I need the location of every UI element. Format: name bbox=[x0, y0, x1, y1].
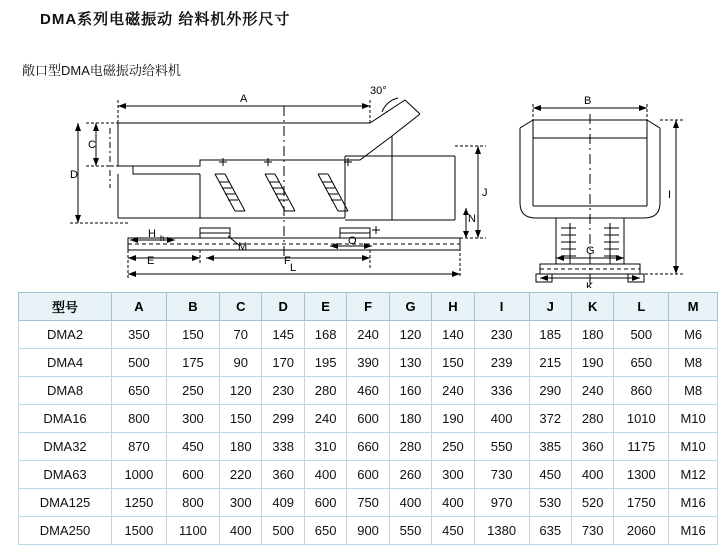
cell-E: 168 bbox=[304, 321, 346, 349]
cell-D: 360 bbox=[262, 461, 304, 489]
cell-B: 600 bbox=[166, 461, 219, 489]
cell-H: 250 bbox=[432, 433, 474, 461]
cell-model: DMA32 bbox=[19, 433, 112, 461]
cell-H: 240 bbox=[432, 377, 474, 405]
cell-C: 90 bbox=[220, 349, 262, 377]
col-header-F: F bbox=[347, 293, 389, 321]
col-header-G: G bbox=[389, 293, 431, 321]
cell-F: 900 bbox=[347, 517, 389, 545]
cell-H: 190 bbox=[432, 405, 474, 433]
cell-E: 240 bbox=[304, 405, 346, 433]
dim-label-G: G bbox=[586, 245, 595, 257]
cell-L: 650 bbox=[614, 349, 669, 377]
cell-F: 660 bbox=[347, 433, 389, 461]
cell-G: 280 bbox=[389, 433, 431, 461]
cell-E: 600 bbox=[304, 489, 346, 517]
cell-E: 650 bbox=[304, 517, 346, 545]
cell-D: 230 bbox=[262, 377, 304, 405]
dimension-drawing bbox=[0, 78, 728, 288]
cell-J: 385 bbox=[529, 433, 571, 461]
cell-M: M16 bbox=[669, 489, 718, 517]
cell-H: 400 bbox=[432, 489, 474, 517]
cell-F: 600 bbox=[347, 461, 389, 489]
cell-I: 239 bbox=[474, 349, 529, 377]
cell-J: 372 bbox=[529, 405, 571, 433]
cell-J: 450 bbox=[529, 461, 571, 489]
cell-model: DMA2 bbox=[19, 321, 112, 349]
cell-H: 150 bbox=[432, 349, 474, 377]
cell-D: 170 bbox=[262, 349, 304, 377]
cell-D: 338 bbox=[262, 433, 304, 461]
dim-label-K: K bbox=[586, 281, 594, 288]
cell-B: 175 bbox=[166, 349, 219, 377]
cell-K: 730 bbox=[571, 517, 613, 545]
col-header-A: A bbox=[112, 293, 167, 321]
table-row bbox=[19, 349, 718, 377]
cell-G: 160 bbox=[389, 377, 431, 405]
cell-F: 240 bbox=[347, 321, 389, 349]
dim-label-H: H bbox=[148, 228, 156, 240]
table-row bbox=[19, 461, 718, 489]
table-row bbox=[19, 321, 718, 349]
cell-K: 280 bbox=[571, 405, 613, 433]
cell-A: 870 bbox=[112, 433, 167, 461]
cell-F: 460 bbox=[347, 377, 389, 405]
cell-F: 750 bbox=[347, 489, 389, 517]
cell-K: 240 bbox=[571, 377, 613, 405]
cell-model: DMA8 bbox=[19, 377, 112, 405]
dim-label-L: L bbox=[290, 262, 297, 274]
cell-B: 800 bbox=[166, 489, 219, 517]
cell-J: 185 bbox=[529, 321, 571, 349]
cell-model: DMA16 bbox=[19, 405, 112, 433]
dimension-table bbox=[18, 292, 718, 545]
cell-L: 1300 bbox=[614, 461, 669, 489]
cell-F: 600 bbox=[347, 405, 389, 433]
col-header-E: E bbox=[304, 293, 346, 321]
cell-I: 230 bbox=[474, 321, 529, 349]
col-header-M: M bbox=[669, 293, 718, 321]
col-header-J: J bbox=[529, 293, 571, 321]
cell-I: 970 bbox=[474, 489, 529, 517]
cell-K: 190 bbox=[571, 349, 613, 377]
cell-H: 300 bbox=[432, 461, 474, 489]
cell-D: 145 bbox=[262, 321, 304, 349]
dim-label-F: F bbox=[284, 255, 291, 267]
cell-H: 140 bbox=[432, 321, 474, 349]
cell-L: 1010 bbox=[614, 405, 669, 433]
cell-G: 120 bbox=[389, 321, 431, 349]
col-header-B: B bbox=[166, 293, 219, 321]
cell-G: 400 bbox=[389, 489, 431, 517]
cell-M: M6 bbox=[669, 321, 718, 349]
dimension-table-wrapper bbox=[18, 292, 718, 545]
cell-K: 400 bbox=[571, 461, 613, 489]
cell-model: DMA63 bbox=[19, 461, 112, 489]
dim-label-A: A bbox=[240, 93, 248, 105]
cell-A: 350 bbox=[112, 321, 167, 349]
cell-J: 290 bbox=[529, 377, 571, 405]
cell-G: 260 bbox=[389, 461, 431, 489]
cell-I: 400 bbox=[474, 405, 529, 433]
cell-C: 400 bbox=[220, 517, 262, 545]
cell-model: DMA250 bbox=[19, 517, 112, 545]
cell-A: 500 bbox=[112, 349, 167, 377]
cell-L: 2060 bbox=[614, 517, 669, 545]
cell-L: 1175 bbox=[614, 433, 669, 461]
table-row bbox=[19, 405, 718, 433]
dim-label-angle: 30° bbox=[370, 85, 387, 97]
dim-label-C: C bbox=[88, 139, 96, 151]
cell-C: 180 bbox=[220, 433, 262, 461]
cell-C: 120 bbox=[220, 377, 262, 405]
cell-F: 390 bbox=[347, 349, 389, 377]
cell-D: 409 bbox=[262, 489, 304, 517]
dim-label-J: J bbox=[482, 187, 488, 199]
cell-E: 400 bbox=[304, 461, 346, 489]
drawing-svg bbox=[0, 78, 728, 288]
col-header-C: C bbox=[220, 293, 262, 321]
cell-J: 215 bbox=[529, 349, 571, 377]
cell-M: M10 bbox=[669, 433, 718, 461]
cell-K: 180 bbox=[571, 321, 613, 349]
cell-G: 180 bbox=[389, 405, 431, 433]
cell-J: 530 bbox=[529, 489, 571, 517]
dim-label-O: O bbox=[348, 235, 357, 247]
dim-label-E: E bbox=[147, 255, 155, 267]
cell-K: 520 bbox=[571, 489, 613, 517]
cell-J: 635 bbox=[529, 517, 571, 545]
cell-E: 195 bbox=[304, 349, 346, 377]
cell-B: 1100 bbox=[166, 517, 219, 545]
cell-M: M16 bbox=[669, 517, 718, 545]
cell-C: 150 bbox=[220, 405, 262, 433]
dim-label-I: I bbox=[668, 189, 672, 201]
cell-model: DMA4 bbox=[19, 349, 112, 377]
col-header-K: K bbox=[571, 293, 613, 321]
cell-I: 550 bbox=[474, 433, 529, 461]
page-title: DMA系列电磁振动 给料机外形尺寸 bbox=[40, 11, 291, 28]
cell-B: 250 bbox=[166, 377, 219, 405]
cell-D: 299 bbox=[262, 405, 304, 433]
cell-C: 300 bbox=[220, 489, 262, 517]
dim-label-M: M bbox=[238, 241, 248, 253]
cell-M: M8 bbox=[669, 377, 718, 405]
cell-M: M8 bbox=[669, 349, 718, 377]
table-row bbox=[19, 517, 718, 545]
table-row bbox=[19, 433, 718, 461]
cell-I: 730 bbox=[474, 461, 529, 489]
table-row bbox=[19, 377, 718, 405]
cell-A: 800 bbox=[112, 405, 167, 433]
cell-E: 310 bbox=[304, 433, 346, 461]
col-header-I: I bbox=[474, 293, 529, 321]
cell-M: M12 bbox=[669, 461, 718, 489]
cell-A: 650 bbox=[112, 377, 167, 405]
cell-I: 336 bbox=[474, 377, 529, 405]
dim-label-h-sub: h bbox=[160, 234, 165, 243]
cell-K: 360 bbox=[571, 433, 613, 461]
cell-A: 1250 bbox=[112, 489, 167, 517]
cell-C: 220 bbox=[220, 461, 262, 489]
dim-label-D: D bbox=[70, 169, 78, 181]
cell-G: 130 bbox=[389, 349, 431, 377]
cell-I: 1380 bbox=[474, 517, 529, 545]
col-header-model: 型号 bbox=[19, 293, 112, 321]
cell-L: 1750 bbox=[614, 489, 669, 517]
cell-A: 1000 bbox=[112, 461, 167, 489]
cell-B: 300 bbox=[166, 405, 219, 433]
cell-G: 550 bbox=[389, 517, 431, 545]
cell-B: 150 bbox=[166, 321, 219, 349]
cell-A: 1500 bbox=[112, 517, 167, 545]
cell-E: 280 bbox=[304, 377, 346, 405]
table-header-row bbox=[19, 293, 718, 321]
col-header-H: H bbox=[432, 293, 474, 321]
cell-model: DMA125 bbox=[19, 489, 112, 517]
dim-label-N: N bbox=[468, 213, 476, 225]
table-row bbox=[19, 489, 718, 517]
col-header-L: L bbox=[614, 293, 669, 321]
cell-H: 450 bbox=[432, 517, 474, 545]
cell-M: M10 bbox=[669, 405, 718, 433]
col-header-D: D bbox=[262, 293, 304, 321]
page-subtitle: 敞口型DMA电磁振动给料机 bbox=[22, 63, 181, 78]
cell-C: 70 bbox=[220, 321, 262, 349]
cell-L: 860 bbox=[614, 377, 669, 405]
cell-D: 500 bbox=[262, 517, 304, 545]
cell-B: 450 bbox=[166, 433, 219, 461]
dim-label-B: B bbox=[584, 95, 592, 107]
cell-L: 500 bbox=[614, 321, 669, 349]
